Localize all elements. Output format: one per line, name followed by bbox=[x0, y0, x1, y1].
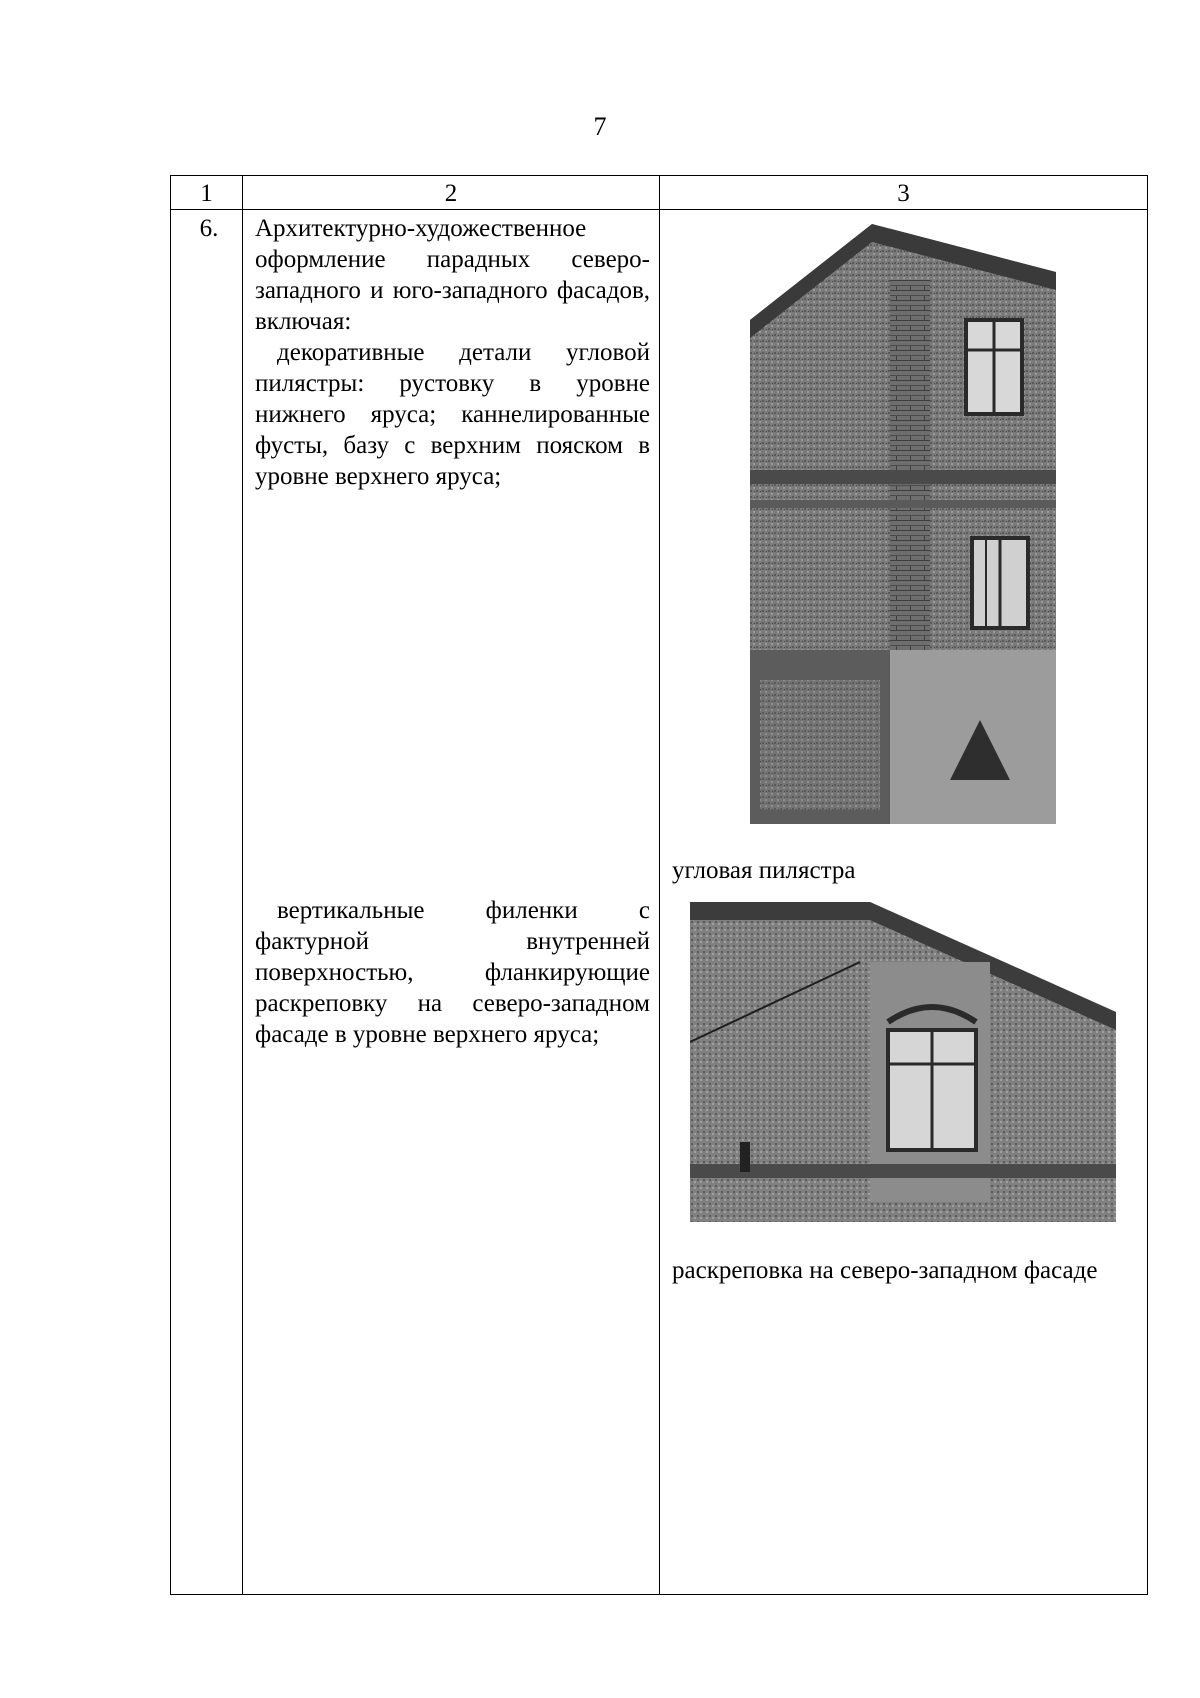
table-left-border bbox=[170, 175, 171, 1595]
description-block-1 bbox=[255, 213, 650, 492]
row-number: 6. bbox=[199, 215, 219, 242]
table-right-border bbox=[1147, 175, 1148, 1595]
photo-caption-2: раскреповка на северо-западном фасаде bbox=[672, 1257, 1098, 1284]
facade-projection-photo bbox=[690, 902, 1116, 1222]
column-header-1: 1 bbox=[200, 180, 213, 207]
column-header-2: 2 bbox=[444, 180, 458, 207]
column-divider-1 bbox=[242, 175, 243, 1595]
description-block-2 bbox=[255, 895, 650, 1050]
description-intro: Архитектурно-художественное оформление парадных северо-западного и юго-западного фасадов, включая: bbox=[255, 215, 650, 335]
facade-projection-photo-svg bbox=[690, 902, 1116, 1222]
description-item-1: декоративные детали угловой пилястры: рустовку в уровне нижнего яруса; каннелированные фусты, базу с верхним пояском в уровне верхнего яруса; bbox=[255, 339, 650, 490]
column-divider-2 bbox=[659, 175, 660, 1595]
column-header-3: 3 bbox=[897, 180, 910, 207]
photo-caption-1: угловая пилястра bbox=[672, 857, 856, 884]
description-item-2: вертикальные филенки с фактурной внутренней поверхностью, фланкирующие раскреповку на северо-западном фасаде в уровне верхнего яруса; bbox=[255, 897, 650, 1048]
building-corner-photo-svg bbox=[750, 220, 1056, 824]
page-number: 7 bbox=[593, 112, 607, 141]
building-corner-photo bbox=[750, 220, 1056, 824]
